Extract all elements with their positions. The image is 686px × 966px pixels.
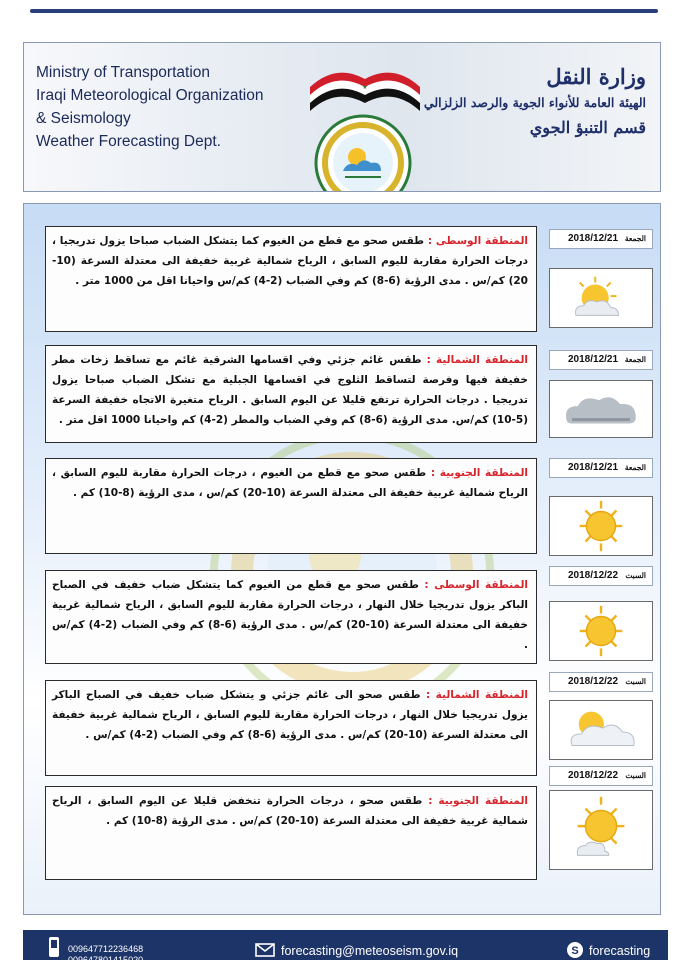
svg-text:S: S	[571, 945, 579, 957]
skype-handle[interactable]: forecasting	[589, 944, 651, 958]
en-line-2: Iraqi Meteorological Organization	[36, 87, 264, 104]
day-name: الجمعة	[624, 234, 646, 243]
cloud-sun-icon	[550, 701, 652, 759]
iraq-flag-icon	[306, 57, 424, 117]
date-value: 2018/12/22	[568, 770, 619, 781]
weather-icon-box	[549, 380, 653, 438]
region-label: المنطقة الشمالية :	[425, 689, 528, 701]
date-value: 2018/12/22	[568, 676, 619, 687]
forecast-text: طقس صحو مع قطع من الغيوم كما يتشكل الضباب صباحا يزول تدريجيا ، درجات الحرارة مقاربة لليوم السابق ، الرياح شمالية غربية خفيفة الى معتدلة السرعة (10-20) كم/س . مدى الرؤية (6-8) كم وفي الضباب (2-4) كم/س واحيانا اقل من 1000 متر .	[52, 235, 528, 287]
sun-small-cloud-icon	[550, 791, 652, 869]
skype-icon	[566, 941, 584, 959]
day-name: السبت	[625, 571, 646, 580]
forecast-text: طقس صحو الى غائم جزئي و يتشكل ضباب خفيف في الصباح الباكر يزول تدريجيا خلال النهار ، درجات الحرارة مقاربة لليوم السابق ، الرياح شمالية غربية خفيفة الى معتدلة السرعة (10-20) كم/س . مدى الرؤية (6-8) كم وفي الضباب (2-4) كم/س .	[52, 689, 528, 741]
forecast-card	[45, 226, 537, 332]
sun-cloud-icon	[550, 269, 652, 327]
phone-1: 009647712236468	[68, 944, 144, 954]
svg-text:★: ★	[362, 84, 368, 91]
date-box	[549, 566, 653, 586]
top-bar	[0, 0, 686, 22]
date-value: 2018/12/21	[568, 233, 619, 244]
mobile-phone-icon	[47, 936, 61, 958]
phone-2: 009647801415020	[68, 955, 144, 965]
forecast-card	[45, 458, 537, 554]
date-box	[549, 458, 653, 478]
date-value: 2018/12/21	[568, 354, 619, 365]
region-label: المنطقة الشمالية :	[426, 354, 528, 366]
forecast-text: طقس غائم جزئي وفي اقسامها الشرقية غائم مع تساقط زخات مطر خفيفة فيها وفرصة لتساقط الثلوج في اقسامها الجبلية مع تشكل الضباب صباحا يزول تدريجيا . درجات الحرارة ترتفع قليلا عن اليوم السابق . الرياح متغيرة الاتجاه خفيفة السرعة (5-10) كم/س. مدى الرؤية (6-8) كم وفي الضباب والمطر (2-4) كم واحيانا 1000 اقل متر .	[52, 354, 528, 426]
sun-icon	[550, 497, 652, 555]
weather-icon-box	[549, 790, 653, 870]
english-org-name	[36, 61, 266, 153]
day-name: الجمعة	[624, 463, 646, 472]
forecast-card	[45, 786, 537, 880]
forecast-card	[45, 570, 537, 664]
day-name: السبت	[625, 677, 646, 686]
date-box	[549, 229, 653, 249]
weather-icon-box	[549, 601, 653, 661]
weather-icon-box	[549, 268, 653, 328]
day-name: السبت	[625, 771, 646, 780]
forecast-text: طقس صحو مع قطع من الغيوم ، درجات الحرارة مقاربة لليوم السابق ، الرياح شمالية غربية خفيفة الى معتدلة السرعة (10-20) كم/س ، مدى الرؤية (8-10) كم .	[52, 467, 528, 499]
contact-footer	[23, 930, 668, 965]
forecast-text: طقس صحو ، درجات الحرارة تنخفض قليلا عن اليوم السابق ، الرياح شمالية غربية خفيفة الى معتدلة السرعة (10-20) كم/س . مدى الرؤية (8-10) كم .	[52, 795, 528, 827]
region-label: المنطقة الوسطى :	[424, 579, 528, 591]
organization-seal-icon	[313, 113, 413, 192]
date-box	[549, 766, 653, 786]
arabic-org-name	[416, 63, 646, 141]
date-box	[549, 350, 653, 370]
top-rule	[30, 9, 658, 13]
weather-icon-box	[549, 700, 653, 760]
cloud-icon	[550, 381, 652, 437]
forecast-card	[45, 680, 537, 776]
en-line-3: & Seismology	[36, 110, 131, 127]
region-label: المنطقة الوسطى :	[427, 235, 528, 247]
region-label: المنطقة الجنوبية :	[428, 795, 528, 807]
envelope-icon	[255, 943, 275, 957]
letterhead	[23, 42, 661, 192]
en-line-4: Weather Forecasting Dept.	[36, 133, 221, 150]
region-label: المنطقة الجنوبية :	[430, 467, 528, 479]
day-name: الجمعة	[624, 355, 646, 364]
email-address[interactable]: forecasting@meteoseism.gov.iq	[281, 944, 459, 958]
forecast-text: طقس صحو مع قطع من الغيوم كما يتشكل ضباب خفيف في الصباح الباكر يزول تدريجيا خلال النهار ، درجات الحرارة مقاربة لليوم السابق ، الرياح شمالية غربية خفيفة الى معتدلة السرعة (10-20) كم/س . مدى الرؤية (6-8) كم وفي الضباب (2-4) كم/س .	[52, 579, 528, 651]
weather-icon-box	[549, 496, 653, 556]
date-value: 2018/12/21	[568, 462, 619, 473]
sun-icon	[550, 602, 652, 660]
ar-line-3: قسم التنبؤ الجوي	[529, 118, 646, 137]
phone-numbers	[68, 944, 143, 966]
ar-line-1: وزارة النقل	[546, 64, 646, 89]
en-line-1: Ministry of Transportation	[36, 64, 211, 81]
date-box	[549, 672, 653, 692]
date-value: 2018/12/22	[568, 570, 619, 581]
forecast-card	[45, 345, 537, 443]
ar-line-2: الهيئة العامة للأنواء الجوية والرصد الزلزالي	[423, 95, 646, 110]
